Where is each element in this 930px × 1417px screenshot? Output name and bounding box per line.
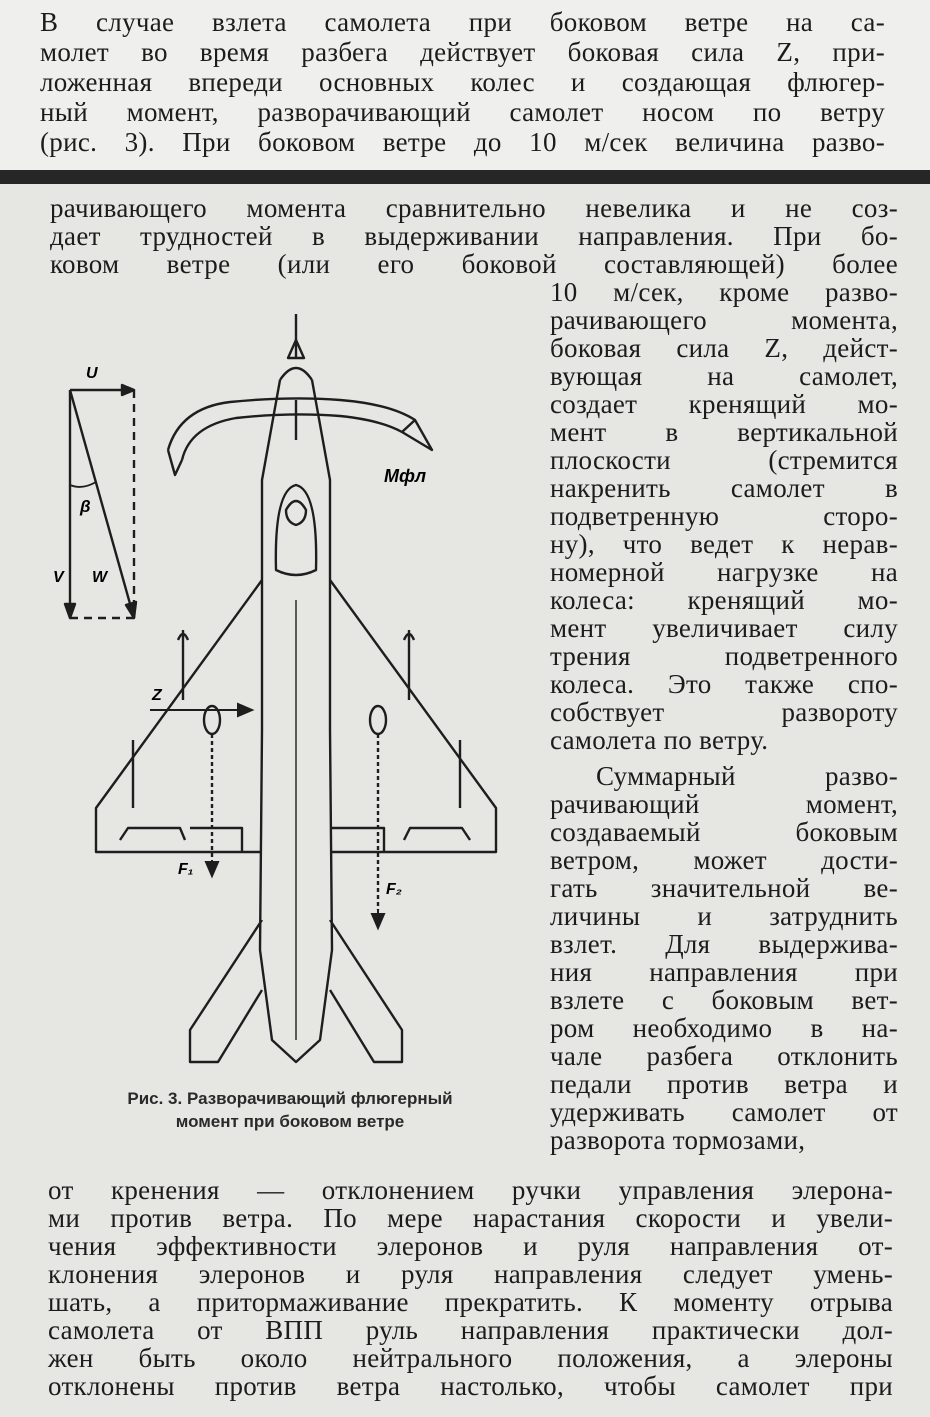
text-line: разворота тормозами,	[550, 1125, 806, 1155]
text-line: отклонены против ветра настолько, чтобы самолет при	[48, 1371, 893, 1401]
label-u: U	[86, 365, 98, 382]
text-line: ковом ветре (или его боковой составляющей) более	[50, 249, 898, 279]
text-line: создает кренящий мо-	[550, 389, 898, 419]
text-line: гать значительной ве-	[550, 873, 898, 903]
label-moment: Мфл	[384, 466, 427, 486]
text-line: ром необходимо в на-	[550, 1013, 898, 1043]
label-w: W	[92, 569, 108, 586]
text-line: жен быть около нейтрального положения, а элероны	[48, 1343, 893, 1373]
text-line: рачивающего момента,	[550, 305, 898, 335]
text-line: чале разбега отклонить	[550, 1041, 898, 1071]
text-line: плоскости (стремится	[550, 445, 898, 475]
text-line: взлет. Для выдержива-	[550, 929, 898, 959]
text-line: создаваемый боковым	[550, 817, 898, 847]
text-line: номерной нагрузке на	[550, 557, 898, 587]
text-line: молет во время разбега действует боковая сила Z, при-	[40, 37, 885, 67]
text-line: удерживать самолет от	[550, 1097, 898, 1127]
text-line: ния направления при	[550, 957, 898, 987]
previous-page-strip	[0, 0, 930, 170]
label-f1: F₁	[178, 861, 194, 878]
text-line: Суммарный разво-	[596, 761, 898, 791]
page-divider	[0, 170, 930, 184]
moment-arrow	[168, 398, 432, 475]
text-line: взлете с боковым вет-	[550, 985, 898, 1015]
text-line: от кренения — отклонением ручки управления элерона-	[48, 1175, 893, 1205]
aircraft-crosswind-figure	[40, 300, 520, 1080]
label-beta: β	[80, 497, 91, 516]
text-line: ну), что ведет к нерав-	[550, 529, 898, 559]
text-line: ложенная впереди основных колес и создающая флюгер-	[40, 67, 885, 97]
text-line: подветренную сторо-	[550, 501, 898, 531]
text-line: рачивающего момента сравнительно невелика и не соз-	[50, 193, 898, 223]
text-line: дает трудностей в выдерживании направления. При бо-	[50, 221, 898, 251]
text-line: личины и затруднить	[550, 901, 898, 931]
text-line: самолета от ВПП руль направления практически дол-	[48, 1315, 893, 1345]
text-line: 10 м/сек, кроме разво-	[550, 277, 898, 307]
text-line: чения эффективности элеронов и руля направления от-	[48, 1231, 893, 1261]
force-arrows	[150, 704, 384, 928]
text-line: колеса. Это также спо-	[550, 669, 898, 699]
text-line: вующая на самолет,	[550, 361, 898, 391]
text-line: педали против ветра и	[550, 1069, 898, 1099]
figure-caption-line1: Рис. 3. Разворачивающий флюгерный	[127, 1089, 453, 1108]
text-line: боковая сила Z, дейст-	[550, 333, 898, 363]
text-line: трения подветренного	[550, 641, 898, 671]
text-line: ветром, может дости-	[550, 845, 898, 875]
text-line: (рис. 3). При боковом ветре до 10 м/сек величина разво-	[40, 127, 885, 157]
text-line: ный момент, разворачивающий самолет носом по ветру	[40, 97, 885, 127]
text-line: накренить самолет в	[550, 473, 898, 503]
label-z: Z	[152, 687, 162, 704]
text-line: рачивающий момент,	[550, 789, 898, 819]
text-line: колеса: кренящий мо-	[550, 585, 898, 615]
figure-caption-line2: момент при боковом ветре	[175, 1112, 405, 1131]
text-line: шать, а притормаживание прекратить. К моменту отрыва	[48, 1287, 893, 1317]
text-line: собствует развороту	[550, 697, 898, 727]
label-f2: F₂	[386, 881, 402, 898]
text-line: В случае взлета самолета при боковом ветре на са-	[40, 7, 885, 37]
text-line: ми против ветра. По мере нарастания скорости и увели-	[48, 1203, 893, 1233]
label-v: V	[53, 569, 64, 586]
text-line: самолета по ветру.	[550, 725, 769, 755]
text-line: мент в вертикальной	[550, 417, 898, 447]
text-line: клонения элеронов и руля направления следует умень-	[48, 1259, 893, 1289]
text-line: мент увеличивает силу	[550, 613, 898, 643]
